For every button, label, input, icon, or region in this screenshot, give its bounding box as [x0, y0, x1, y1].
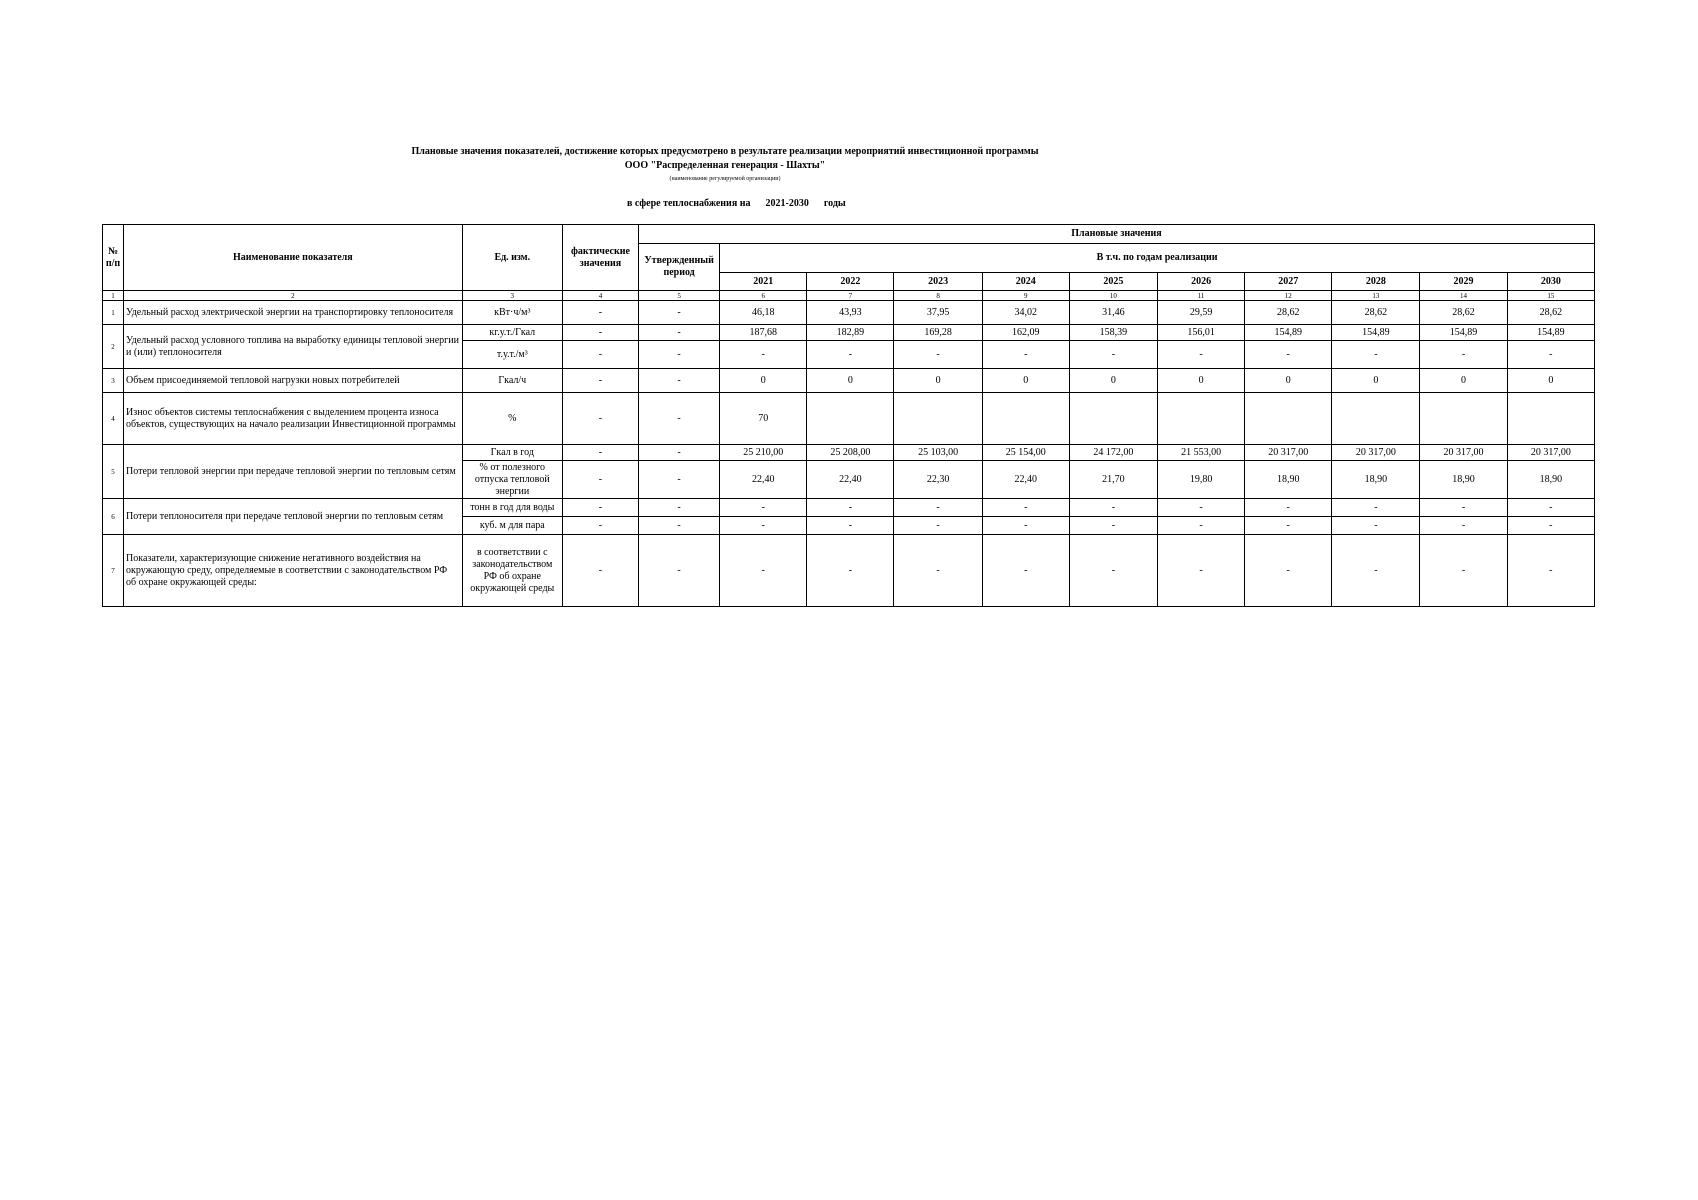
- year-value-cell: -: [807, 341, 894, 369]
- header-fact: фактические значения: [562, 225, 638, 291]
- year-value-cell: 154,89: [1245, 325, 1332, 341]
- year-value-cell: -: [1420, 517, 1507, 535]
- indicators-table: [102, 224, 1595, 607]
- year-value-cell: -: [982, 341, 1069, 369]
- year-value-cell: -: [1245, 499, 1332, 517]
- year-value-cell: 158,39: [1069, 325, 1157, 341]
- year-value-cell: 22,40: [982, 461, 1069, 499]
- year-value-cell: 156,01: [1157, 325, 1244, 341]
- indicator-name: Потери тепловой энергии при передаче тепловой энергии по тепловым сетям: [124, 445, 463, 499]
- year-value-cell: -: [1507, 341, 1594, 369]
- year-value-cell: -: [1069, 535, 1157, 607]
- unit-cell: Гкал в год: [462, 445, 562, 461]
- year-value-cell: 28,62: [1507, 301, 1594, 325]
- year-header: 2028: [1332, 273, 1420, 291]
- year-value-cell: -: [1507, 499, 1594, 517]
- header-num: № п/п: [103, 225, 124, 291]
- approved-cell: -: [639, 369, 720, 393]
- approved-cell: -: [639, 301, 720, 325]
- year-value-cell: 0: [720, 369, 807, 393]
- year-value-cell: 0: [894, 369, 982, 393]
- year-value-cell: 162,09: [982, 325, 1069, 341]
- header-unit: Ед. изм.: [462, 225, 562, 291]
- year-value-cell: -: [1157, 535, 1244, 607]
- table-row: [103, 301, 1595, 325]
- year-value-cell: 18,90: [1507, 461, 1594, 499]
- year-value-cell: -: [1245, 517, 1332, 535]
- year-value-cell: 169,28: [894, 325, 982, 341]
- indicator-name: Удельный расход условного топлива на выработку единицы тепловой энергии и (или) теплоносителя: [124, 325, 463, 369]
- column-number: 7: [807, 291, 894, 301]
- approved-cell: -: [639, 517, 720, 535]
- table-row: [103, 393, 1595, 445]
- year-header: 2027: [1245, 273, 1332, 291]
- year-value-cell: 28,62: [1332, 301, 1420, 325]
- fact-cell: -: [562, 325, 638, 341]
- unit-cell: кг.у.т./Гкал: [462, 325, 562, 341]
- column-number: 12: [1245, 291, 1332, 301]
- fact-cell: -: [562, 517, 638, 535]
- year-value-cell: [982, 393, 1069, 445]
- year-value-cell: [1507, 393, 1594, 445]
- column-number: 11: [1157, 291, 1244, 301]
- year-value-cell: -: [1420, 499, 1507, 517]
- year-value-cell: 25 208,00: [807, 445, 894, 461]
- row-number: 7: [103, 535, 124, 607]
- year-value-cell: -: [720, 499, 807, 517]
- year-value-cell: 154,89: [1507, 325, 1594, 341]
- row-number: 2: [103, 325, 124, 369]
- column-number: 4: [562, 291, 638, 301]
- indicator-name: Удельный расход электрической энергии на транспортировку теплоносителя: [124, 301, 463, 325]
- row-number: 3: [103, 369, 124, 393]
- year-value-cell: 43,93: [807, 301, 894, 325]
- row-number: 6: [103, 499, 124, 535]
- year-value-cell: [1245, 393, 1332, 445]
- year-value-cell: 154,89: [1420, 325, 1507, 341]
- unit-cell: %: [462, 393, 562, 445]
- year-value-cell: 19,80: [1157, 461, 1244, 499]
- column-number: 10: [1069, 291, 1157, 301]
- column-number: 14: [1420, 291, 1507, 301]
- year-value-cell: 31,46: [1069, 301, 1157, 325]
- fact-cell: -: [562, 499, 638, 517]
- year-header: 2023: [894, 273, 982, 291]
- year-value-cell: -: [894, 535, 982, 607]
- year-value-cell: 28,62: [1245, 301, 1332, 325]
- approved-cell: -: [639, 393, 720, 445]
- year-value-cell: 22,40: [807, 461, 894, 499]
- year-header: 2024: [982, 273, 1069, 291]
- year-value-cell: -: [1245, 535, 1332, 607]
- unit-cell: кВт·ч/м³: [462, 301, 562, 325]
- indicator-name: Показатели, характеризующие снижение негативного воздействия на окружающую среду, определяемые в соответствии с законодательством РФ об охране окружающей среды:: [124, 535, 463, 607]
- approved-cell: -: [639, 325, 720, 341]
- year-value-cell: 20 317,00: [1245, 445, 1332, 461]
- year-value-cell: -: [1069, 517, 1157, 535]
- table-row: [103, 369, 1595, 393]
- column-number: 13: [1332, 291, 1420, 301]
- column-number: 3: [462, 291, 562, 301]
- year-value-cell: -: [1332, 517, 1420, 535]
- year-value-cell: -: [720, 341, 807, 369]
- year-value-cell: 22,40: [720, 461, 807, 499]
- approved-cell: -: [639, 445, 720, 461]
- fact-cell: -: [562, 461, 638, 499]
- year-value-cell: 20 317,00: [1420, 445, 1507, 461]
- column-number: 15: [1507, 291, 1594, 301]
- year-value-cell: 0: [1245, 369, 1332, 393]
- year-value-cell: -: [982, 535, 1069, 607]
- year-value-cell: 0: [1069, 369, 1157, 393]
- unit-cell: % от полезного отпуска тепловой энергии: [462, 461, 562, 499]
- year-value-cell: 37,95: [894, 301, 982, 325]
- year-header: 2029: [1420, 273, 1507, 291]
- column-number: 8: [894, 291, 982, 301]
- approved-cell: -: [639, 535, 720, 607]
- year-value-cell: -: [1332, 341, 1420, 369]
- approved-cell: -: [639, 461, 720, 499]
- year-value-cell: [894, 393, 982, 445]
- column-number: 6: [720, 291, 807, 301]
- year-value-cell: -: [1157, 499, 1244, 517]
- year-value-cell: 46,18: [720, 301, 807, 325]
- year-value-cell: -: [982, 499, 1069, 517]
- fact-cell: -: [562, 393, 638, 445]
- column-number: 1: [103, 291, 124, 301]
- year-value-cell: -: [807, 535, 894, 607]
- year-value-cell: 22,30: [894, 461, 982, 499]
- year-value-cell: 0: [1332, 369, 1420, 393]
- unit-cell: куб. м для пара: [462, 517, 562, 535]
- year-value-cell: -: [1507, 535, 1594, 607]
- year-value-cell: -: [1332, 499, 1420, 517]
- header-name: Наименование показателя: [124, 225, 463, 291]
- year-value-cell: 20 317,00: [1507, 445, 1594, 461]
- year-value-cell: 18,90: [1420, 461, 1507, 499]
- year-value-cell: 187,68: [720, 325, 807, 341]
- fact-cell: -: [562, 301, 638, 325]
- column-number: 2: [124, 291, 463, 301]
- year-value-cell: 0: [807, 369, 894, 393]
- indicator-name: Объем присоединяемой тепловой нагрузки новых потребителей: [124, 369, 463, 393]
- year-value-cell: 18,90: [1245, 461, 1332, 499]
- header-by-years: В т.ч. по годам реализации: [720, 244, 1595, 273]
- year-value-cell: 154,89: [1332, 325, 1420, 341]
- year-header: 2025: [1069, 273, 1157, 291]
- year-value-cell: 25 154,00: [982, 445, 1069, 461]
- row-number: 4: [103, 393, 124, 445]
- fact-cell: -: [562, 445, 638, 461]
- row-number: 1: [103, 301, 124, 325]
- year-value-cell: 18,90: [1332, 461, 1420, 499]
- year-header: 2030: [1507, 273, 1594, 291]
- unit-cell: Гкал/ч: [462, 369, 562, 393]
- year-value-cell: -: [1507, 517, 1594, 535]
- year-value-cell: -: [1420, 535, 1507, 607]
- year-value-cell: -: [894, 341, 982, 369]
- scope-line: в сфере теплоснабжения на 2021-2030 годы: [627, 198, 846, 209]
- table-row: [103, 535, 1595, 607]
- organization-name: ООО "Распределенная генерация - Шахты": [624, 160, 826, 171]
- table-row: [103, 325, 1595, 341]
- year-value-cell: -: [1069, 341, 1157, 369]
- year-value-cell: 34,02: [982, 301, 1069, 325]
- approved-cell: -: [639, 499, 720, 517]
- table-row: [103, 499, 1595, 517]
- row-number: 5: [103, 445, 124, 499]
- year-value-cell: [1157, 393, 1244, 445]
- column-number: 5: [639, 291, 720, 301]
- year-value-cell: [1420, 393, 1507, 445]
- year-value-cell: 0: [1420, 369, 1507, 393]
- unit-cell: тонн в год для воды: [462, 499, 562, 517]
- year-value-cell: 21 553,00: [1157, 445, 1244, 461]
- fact-cell: -: [562, 369, 638, 393]
- year-value-cell: -: [1157, 517, 1244, 535]
- year-value-cell: 182,89: [807, 325, 894, 341]
- indicator-name: Потери теплоносителя при передаче тепловой энергии по тепловым сетям: [124, 499, 463, 535]
- year-value-cell: -: [720, 517, 807, 535]
- year-value-cell: [1332, 393, 1420, 445]
- unit-cell: т.у.т./м³: [462, 341, 562, 369]
- year-value-cell: -: [720, 535, 807, 607]
- fact-cell: -: [562, 341, 638, 369]
- year-value-cell: 0: [982, 369, 1069, 393]
- year-value-cell: 24 172,00: [1069, 445, 1157, 461]
- year-header: 2021: [720, 273, 807, 291]
- year-value-cell: -: [982, 517, 1069, 535]
- year-value-cell: 0: [1157, 369, 1244, 393]
- year-header: 2026: [1157, 273, 1244, 291]
- year-value-cell: 25 103,00: [894, 445, 982, 461]
- organization-caption: (наименование регулируемой организации): [669, 176, 781, 182]
- indicator-name: Износ объектов системы теплоснабжения с выделением процента износа объектов, существующих на начало реализации Инвестиционной программы: [124, 393, 463, 445]
- year-value-cell: 70: [720, 393, 807, 445]
- fact-cell: -: [562, 535, 638, 607]
- year-value-cell: 25 210,00: [720, 445, 807, 461]
- unit-cell: в соответствии с законодательством РФ об охране окружающей среды: [462, 535, 562, 607]
- header-planned: Плановые значения: [639, 225, 1595, 244]
- year-value-cell: 28,62: [1420, 301, 1507, 325]
- year-value-cell: -: [894, 517, 982, 535]
- year-value-cell: -: [807, 499, 894, 517]
- document-title: Плановые значения показателей, достижение которых предусмотрено в результате реализации мероприятий инвестиционной программы: [411, 146, 1039, 157]
- year-value-cell: 29,59: [1157, 301, 1244, 325]
- table-row: [103, 445, 1595, 461]
- year-value-cell: 20 317,00: [1332, 445, 1420, 461]
- year-value-cell: -: [1332, 535, 1420, 607]
- year-value-cell: -: [894, 499, 982, 517]
- year-value-cell: [807, 393, 894, 445]
- year-header: 2022: [807, 273, 894, 291]
- year-value-cell: 21,70: [1069, 461, 1157, 499]
- year-value-cell: [1069, 393, 1157, 445]
- year-value-cell: -: [1157, 341, 1244, 369]
- header-approved: Утвержденный период: [639, 244, 720, 291]
- year-value-cell: -: [1069, 499, 1157, 517]
- year-value-cell: -: [1245, 341, 1332, 369]
- year-value-cell: -: [807, 517, 894, 535]
- year-value-cell: 0: [1507, 369, 1594, 393]
- column-number: 9: [982, 291, 1069, 301]
- year-value-cell: -: [1420, 341, 1507, 369]
- approved-cell: -: [639, 341, 720, 369]
